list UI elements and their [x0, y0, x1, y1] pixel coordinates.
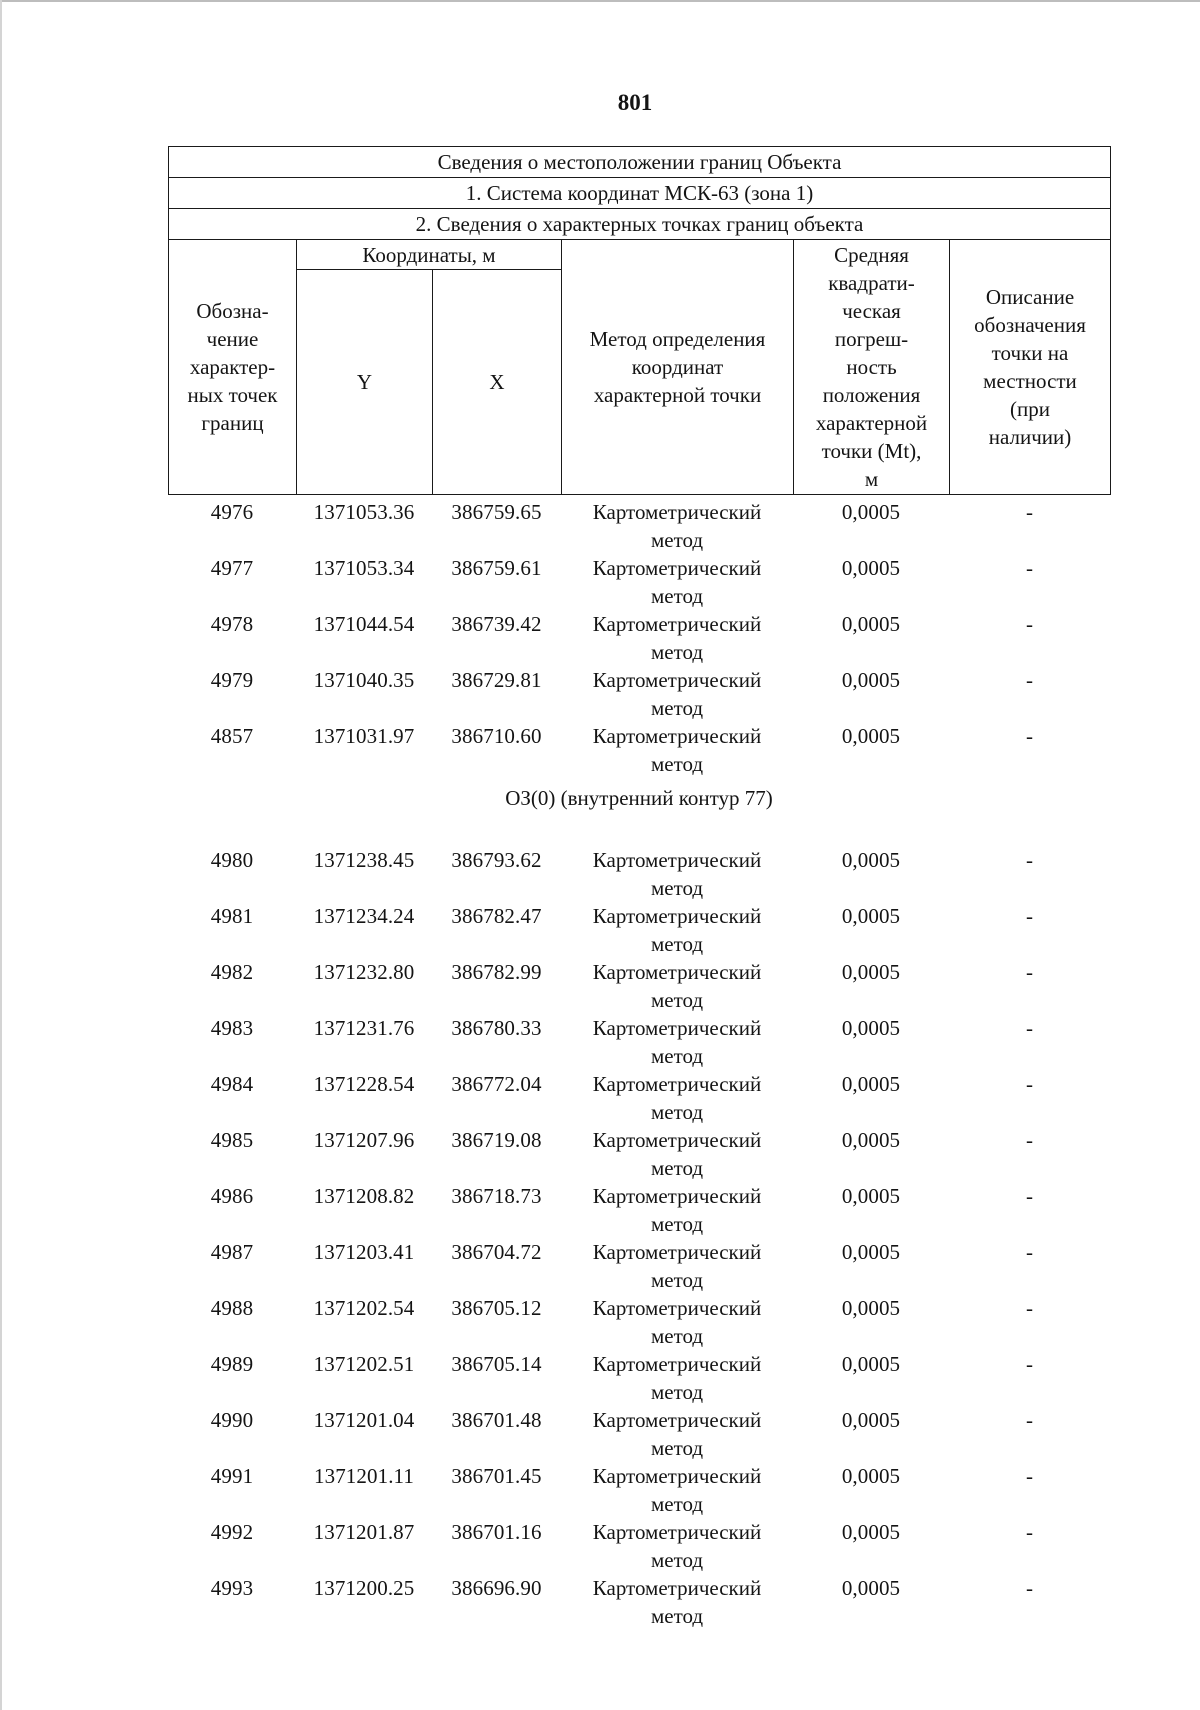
coord-y: 1371053.36: [313, 500, 415, 524]
point-id: 4986: [210, 1184, 254, 1208]
method-line-1: Картометрический: [592, 1072, 762, 1096]
error-value: 0,0005: [841, 1184, 901, 1208]
table-row: [168, 610, 1110, 666]
description: -: [1026, 556, 1033, 580]
method-line-1: Картометрический: [592, 1016, 762, 1040]
table-row: [168, 1574, 1110, 1630]
description: -: [1026, 1464, 1033, 1488]
description: -: [1026, 1184, 1033, 1208]
table-row: [168, 1518, 1110, 1574]
y-header: Y: [297, 270, 433, 495]
description: -: [1026, 724, 1033, 748]
description: -: [1026, 668, 1033, 692]
error-value: 0,0005: [841, 848, 901, 872]
error-value: 0,0005: [841, 1128, 901, 1152]
coord-x: 386780.33: [451, 1016, 542, 1040]
method-line-2: метод: [650, 1324, 704, 1348]
method-line-2: метод: [650, 932, 704, 956]
method-line-1: Картометрический: [592, 1576, 762, 1600]
coord-x: 386782.99: [451, 960, 542, 984]
point-id: 4988: [210, 1296, 254, 1320]
coord-x: 386793.62: [451, 848, 542, 872]
rows-before: [168, 498, 1110, 778]
method-line-2: метод: [650, 1044, 704, 1068]
coord-x: 386704.72: [451, 1240, 542, 1264]
description: -: [1026, 1520, 1033, 1544]
points-section-title: 2. Сведения о характерных точках границ объекта: [169, 209, 1111, 240]
method: [561, 1014, 793, 1070]
method: [561, 1518, 793, 1574]
rows-after: [168, 846, 1110, 1630]
point-id: 4983: [210, 1016, 254, 1040]
coord-x: 386701.16: [451, 1520, 542, 1544]
table-row: [168, 846, 1110, 902]
section-label: ОЗ(0) (внутренний контур 77): [505, 786, 773, 810]
table-row: [168, 666, 1110, 722]
description: -: [1026, 1576, 1033, 1600]
method-line-1: Картометрический: [592, 848, 762, 872]
method: [561, 666, 793, 722]
coord-y: 1371232.80: [313, 960, 415, 984]
method: [561, 1350, 793, 1406]
method: [561, 1238, 793, 1294]
point-id: 4985: [210, 1128, 254, 1152]
x-header: X: [433, 270, 562, 495]
method: [561, 846, 793, 902]
scan-edge-top: [0, 0, 1200, 2]
description: -: [1026, 1408, 1033, 1432]
point-id: 4989: [210, 1352, 254, 1376]
method-line-2: метод: [650, 1212, 704, 1236]
coord-x: 386759.65: [451, 500, 542, 524]
description: -: [1026, 1016, 1033, 1040]
table-row: [168, 1462, 1110, 1518]
coord-y: 1371234.24: [313, 904, 415, 928]
table-row: [168, 498, 1110, 554]
error-value: 0,0005: [841, 960, 901, 984]
method-line-2: метод: [650, 528, 704, 552]
description-header: Описание обозначения точки на местности (при наличии): [950, 240, 1111, 495]
error-value: 0,0005: [841, 668, 901, 692]
table-row: [168, 902, 1110, 958]
point-id: 4980: [210, 848, 254, 872]
table-row: [168, 958, 1110, 1014]
error-value: 0,0005: [841, 1240, 901, 1264]
table-row: [168, 1350, 1110, 1406]
coord-y: 1371201.11: [314, 1464, 414, 1488]
method-line-1: Картометрический: [592, 612, 762, 636]
method-line-1: Картометрический: [592, 668, 762, 692]
coord-x: 386696.90: [451, 1576, 542, 1600]
coord-y: 1371201.87: [313, 1520, 415, 1544]
method-line-1: Картометрический: [592, 1352, 762, 1376]
method-line-1: Картометрический: [592, 904, 762, 928]
method-line-2: метод: [650, 752, 704, 776]
method-line-1: Картометрический: [592, 500, 762, 524]
method: [561, 554, 793, 610]
error-header: Средняя квадрати- ческая погреш- ность положения характерной точки (Mt), м: [794, 240, 950, 495]
coord-x: 386705.12: [451, 1296, 542, 1320]
method-line-1: Картометрический: [592, 960, 762, 984]
description: -: [1026, 1296, 1033, 1320]
coord-x: 386782.47: [451, 904, 542, 928]
point-id: 4977: [210, 556, 254, 580]
point-id: 4978: [210, 612, 254, 636]
error-value: 0,0005: [841, 1408, 901, 1432]
method: [561, 610, 793, 666]
method: [561, 958, 793, 1014]
method-line-2: метод: [650, 696, 704, 720]
point-id: 4981: [210, 904, 254, 928]
coord-x: 386729.81: [451, 668, 542, 692]
coord-x: 386759.61: [451, 556, 542, 580]
error-value: 0,0005: [841, 612, 901, 636]
coordinate-system: 1. Система координат МСК-63 (зона 1): [169, 178, 1111, 209]
table-row: [168, 1238, 1110, 1294]
method: [561, 902, 793, 958]
point-id: 4984: [210, 1072, 254, 1096]
method-line-1: Картометрический: [592, 1464, 762, 1488]
method: [561, 722, 793, 778]
coord-y: 1371201.04: [313, 1408, 415, 1432]
point-id: 4982: [210, 960, 254, 984]
method-line-2: метод: [650, 876, 704, 900]
description: -: [1026, 1240, 1033, 1264]
coord-y: 1371231.76: [313, 1016, 415, 1040]
method-line-2: метод: [650, 1380, 704, 1404]
error-value: 0,0005: [841, 500, 901, 524]
designation-header: Обозна- чение характер- ных точек границ: [169, 240, 297, 495]
table-row: [168, 1406, 1110, 1462]
description: -: [1026, 1072, 1033, 1096]
method-header: Метод определения координат характерной точки: [562, 240, 794, 495]
method-line-2: метод: [650, 1100, 704, 1124]
coord-y: 1371208.82: [313, 1184, 415, 1208]
coord-x: 386701.48: [451, 1408, 542, 1432]
method: [561, 1462, 793, 1518]
method-line-1: Картометрический: [592, 1520, 762, 1544]
description: -: [1026, 1128, 1033, 1152]
method-line-1: Картометрический: [592, 724, 762, 748]
coord-x: 386739.42: [451, 612, 542, 636]
error-value: 0,0005: [841, 1520, 901, 1544]
coord-y: 1371228.54: [313, 1072, 415, 1096]
method-line-1: Картометрический: [592, 1184, 762, 1208]
method-line-1: Картометрический: [592, 1408, 762, 1432]
method: [561, 1294, 793, 1350]
table-row: [168, 1070, 1110, 1126]
method-line-1: Картометрический: [592, 556, 762, 580]
description: -: [1026, 848, 1033, 872]
coord-y: 1371203.41: [313, 1240, 415, 1264]
method-line-2: метод: [650, 988, 704, 1012]
points-table: [168, 498, 1110, 1630]
table-row: [168, 1294, 1110, 1350]
error-value: 0,0005: [841, 1072, 901, 1096]
error-value: 0,0005: [841, 556, 901, 580]
point-id: 4979: [210, 668, 254, 692]
method: [561, 1126, 793, 1182]
coord-x: 386719.08: [451, 1128, 542, 1152]
method: [561, 1406, 793, 1462]
point-id: 4987: [210, 1240, 254, 1264]
coord-y: 1371053.34: [313, 556, 415, 580]
description: -: [1026, 612, 1033, 636]
error-value: 0,0005: [841, 1016, 901, 1040]
point-id: 4990: [210, 1408, 254, 1432]
method-line-1: Картометрический: [592, 1240, 762, 1264]
coord-y: 1371202.54: [313, 1296, 415, 1320]
error-value: 0,0005: [841, 724, 901, 748]
coord-y: 1371040.35: [313, 668, 415, 692]
table-row: [168, 1126, 1110, 1182]
table-row: [168, 1182, 1110, 1238]
method: [561, 1070, 793, 1126]
table-row: [168, 554, 1110, 610]
method: [561, 498, 793, 554]
error-value: 0,0005: [841, 1464, 901, 1488]
scan-edge-left: [0, 0, 2, 1710]
method-line-2: метод: [650, 1548, 704, 1572]
method-line-2: метод: [650, 584, 704, 608]
method-line-2: метод: [650, 1436, 704, 1460]
point-id: 4976: [210, 500, 254, 524]
table-row: [168, 1014, 1110, 1070]
method-line-2: метод: [650, 1268, 704, 1292]
header-table: [168, 146, 1111, 495]
error-value: 0,0005: [841, 904, 901, 928]
point-id: 4857: [210, 724, 254, 748]
method: [561, 1574, 793, 1630]
coord-y: 1371044.54: [313, 612, 415, 636]
description: -: [1026, 904, 1033, 928]
description: -: [1026, 1352, 1033, 1376]
method-line-1: Картометрический: [592, 1128, 762, 1152]
coord-y: 1371238.45: [313, 848, 415, 872]
coord-y: 1371207.96: [313, 1128, 415, 1152]
coord-y: 1371031.97: [313, 724, 415, 748]
method: [561, 1182, 793, 1238]
error-value: 0,0005: [841, 1296, 901, 1320]
description: -: [1026, 500, 1033, 524]
point-id: 4992: [210, 1520, 254, 1544]
method-line-2: метод: [650, 1156, 704, 1180]
coord-x: 386710.60: [451, 724, 542, 748]
page-number: 801: [617, 90, 653, 115]
coord-x: 386718.73: [451, 1184, 542, 1208]
description: -: [1026, 960, 1033, 984]
method-line-2: метод: [650, 1492, 704, 1516]
method-line-1: Картометрический: [592, 1296, 762, 1320]
coord-y: 1371200.25: [313, 1576, 415, 1600]
error-value: 0,0005: [841, 1352, 901, 1376]
coord-y: 1371202.51: [313, 1352, 415, 1376]
coord-x: 386705.14: [451, 1352, 542, 1376]
coord-x: 386701.45: [451, 1464, 542, 1488]
method-line-2: метод: [650, 1604, 704, 1628]
coordinates-header: Координаты, м: [297, 240, 562, 270]
point-id: 4991: [210, 1464, 254, 1488]
method-line-2: метод: [650, 640, 704, 664]
table-row: [168, 722, 1110, 778]
table-title: Сведения о местоположении границ Объекта: [169, 147, 1111, 178]
coord-x: 386772.04: [451, 1072, 542, 1096]
error-value: 0,0005: [841, 1576, 901, 1600]
point-id: 4993: [210, 1576, 254, 1600]
